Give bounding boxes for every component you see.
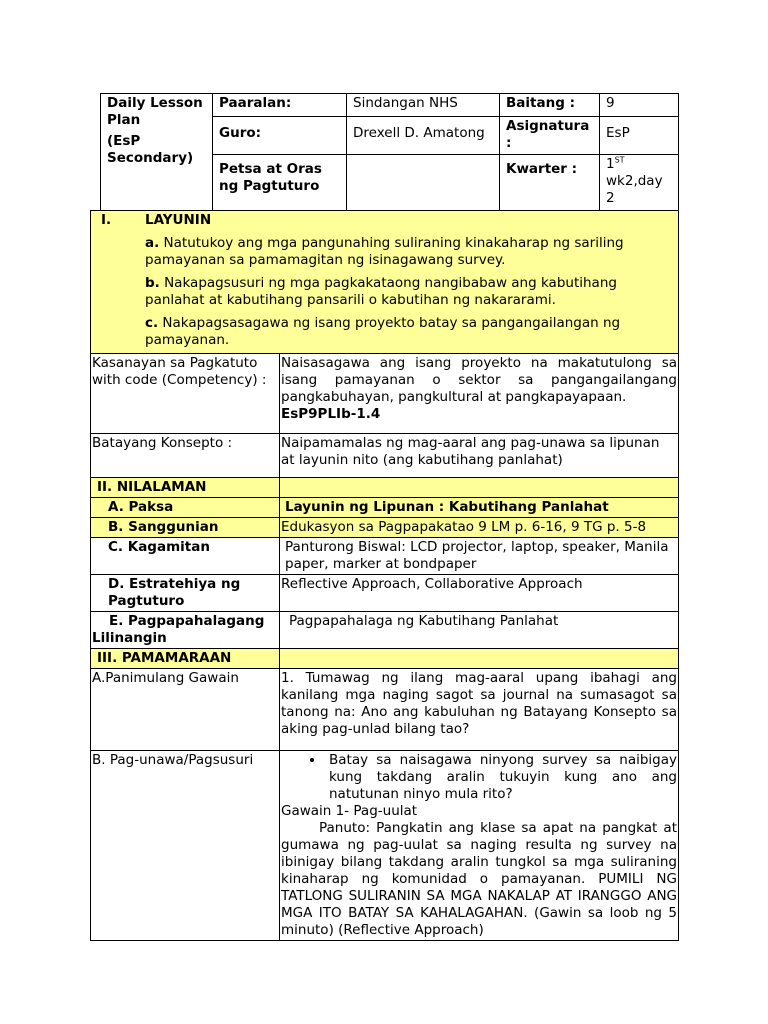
estratehiya-label-text: D. Estratehiya ng Pagtuturo <box>108 576 241 609</box>
objective-b-letter: b. <box>145 275 160 291</box>
batayang-value: Naipamamalas ng mag-aaral ang pag-unawa sa lipunan at layunin nito (ang kabutihang panlahat) <box>280 434 679 478</box>
lesson-plan-title <box>101 94 213 211</box>
list-item: • Batay sa naisagawa ninyong survey sa naibigay kung takdang aralin tukuyin kung ano ang natutunan ninyo mula rito? <box>325 752 677 803</box>
objective-c-letter: c. <box>145 315 159 331</box>
paksa-value: Layunin ng Lipunan : Kabutihang Panlahat <box>280 498 679 518</box>
petsa-label: Petsa at Oras ng Pagtuturo <box>213 155 347 211</box>
layunin-section <box>91 211 679 354</box>
pagunawa-label: B. Pag-unawa/Pagsusuri <box>91 751 280 941</box>
objective-c <box>145 315 672 349</box>
kasanayan-text: Naisasagawa ang isang proyekto na makatutulong sa isang pamayanan o sektor sa pangangailangang pangkabuhayan, pangkultural at pangkapayapaan. <box>281 355 677 405</box>
baitang-value: 9 <box>600 94 679 117</box>
sanggunian-value: Edukasyon sa Pagpapakatao 9 LM p. 6-16, 9 TG p. 5-8 <box>280 518 679 538</box>
objective-b <box>145 275 672 309</box>
paksa-label: A. Paksa <box>91 498 280 518</box>
asignatura-value: EsP <box>600 117 679 155</box>
competency-code: EsP9PLIb-1.4 <box>281 406 381 422</box>
kwarter-number: 1 <box>606 156 615 172</box>
paaralan-label: Paaralan: <box>213 94 347 117</box>
baitang-label: Baitang : <box>500 94 600 117</box>
title-line2: (EsP Secondary) <box>107 133 194 166</box>
nilalaman-title: II. NILALAMAN <box>91 478 280 498</box>
pagpapahalaga-label: E. Pagpapahalagang Lilinangin <box>91 612 280 649</box>
objective-a-letter: a. <box>145 235 160 251</box>
header-table <box>100 93 679 211</box>
layunin-title: LAYUNIN <box>145 212 212 228</box>
kwarter-label: Kwarter : <box>500 155 600 211</box>
panimulang-label: A.Panimulang Gawain <box>91 669 280 751</box>
gawain-title: Gawain 1- Pag-uulat <box>281 803 418 819</box>
kwarter-value <box>600 155 679 211</box>
pamamaraan-title-blank <box>280 649 679 669</box>
kwarter-superscript: ST <box>614 155 625 165</box>
estratehiya-value: Reflective Approach, Collaborative Approach <box>280 575 679 612</box>
kasanayan-value <box>280 354 679 434</box>
asignatura-label: Asignatura : <box>500 117 600 155</box>
kasanayan-label: Kasanayan sa Pagkatuto with code (Competency) : <box>91 354 280 434</box>
objective-a-text: Natutukoy ang mga pangunahing suliraning kinakaharap ng sariling pamayanan sa pamamagitan ng isinagawang survey. <box>145 235 624 268</box>
sanggunian-label: B. Sanggunian <box>91 518 280 538</box>
layunin-heading <box>101 212 672 229</box>
kagamitan-value: Panturong Biswal: LCD projector, laptop, speaker, Manila paper, marker at bondpaper <box>280 538 679 575</box>
guro-value: Drexell D. Amatong <box>347 117 500 155</box>
batayang-label: Batayang Konsepto : <box>91 434 280 478</box>
layunin-number: I. <box>101 212 112 228</box>
nilalaman-title-blank <box>280 478 679 498</box>
estratehiya-label <box>91 575 280 612</box>
pamamaraan-title: III. PAMAMARAAN <box>91 649 280 669</box>
objective-a <box>145 235 672 269</box>
pagunawa-value <box>280 751 679 941</box>
pagunawa-bullet-list <box>281 752 677 803</box>
title-line1: Daily Lesson Plan <box>107 95 203 128</box>
paaralan-value: Sindangan NHS <box>347 94 500 117</box>
panimulang-value: 1. Tumawag ng ilang mag-aaral upang ibahagi ang kanilang mga naging sagot sa journal na sumasagot sa tanong na: Ano ang kabuluhan ng Batayang Konsepto sa aking pag-unlad bilang tao? <box>280 669 679 751</box>
petsa-value <box>347 155 500 211</box>
pagpapahalaga-value: Pagpapahalaga ng Kabutihang Panlahat <box>280 612 679 649</box>
kagamitan-label: C. Kagamitan <box>91 538 280 575</box>
guro-label: Guro: <box>213 117 347 155</box>
lesson-table <box>90 210 679 941</box>
objective-b-text: Nakapagsusuri ng mga pagkakataong nangibabaw ang kabutihang panlahat at kabutihang pansarili o kabutihan ng nakararami. <box>145 275 617 308</box>
objective-c-text: Nakapagsasagawa ng isang proyekto batay sa pangangailangan ng pamayanan. <box>145 315 621 348</box>
panuto-text: Panuto: Pangkatin ang klase sa apat na pangkat at gumawa ng pag-uulat sa naging resulta ng survey na ibinigay bilang takdang aralin tungkol sa mga suliraning kinaharap ng komunidad o pamayanan. PUMILI NG TATLONG SULIRANIN SA MGA NAKALAP AT IRANGGO ANG MGA ITO BATAY SA KAHALAGAHAN. (Gawin sa loob ng 5 minuto) (Reflective Approach) <box>281 820 677 938</box>
kwarter-week-day: wk2,day 2 <box>606 173 663 206</box>
